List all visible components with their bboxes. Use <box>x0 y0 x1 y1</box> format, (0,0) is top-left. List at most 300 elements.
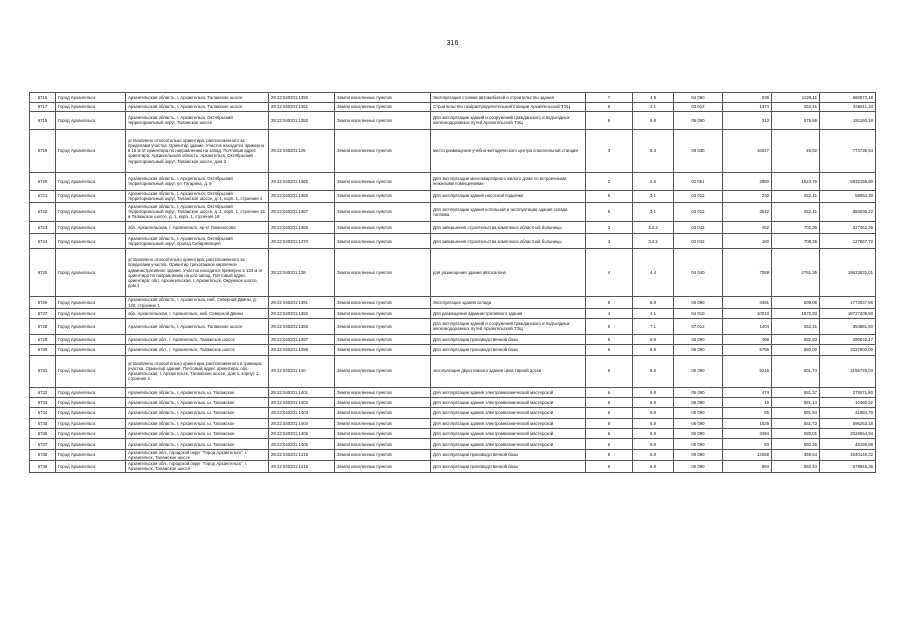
table-row <box>30 249 876 297</box>
cell-area: 180 <box>723 234 772 249</box>
cell-row-number: 6727 <box>30 308 56 318</box>
cell-permitted-use: Для эксплуатации зданий и сооружений гражданского и подъездных железнодорожных путей Архангельской ТЭЦ <box>431 319 586 335</box>
cell-area: 5755 <box>723 345 772 355</box>
cell-cadastral-number: 29:22:040201:126 <box>269 129 335 172</box>
cell-classifier-code: 06 090 <box>674 449 723 460</box>
table-row <box>30 93 876 103</box>
cell-cadastral-number: 29:22:040201:1398 <box>269 345 335 355</box>
cell-use-code: 4.9 <box>633 93 674 103</box>
cell-area: 1404 <box>723 319 772 335</box>
cell-group: 6 <box>586 449 633 460</box>
cell-cadastral-value: 3156728,04 <box>820 355 876 387</box>
cell-area: 474 <box>723 387 772 397</box>
cell-classifier-code: 07 012 <box>674 319 723 335</box>
cell-row-number: 6717 <box>30 102 56 112</box>
cell-area: 3542 <box>723 202 772 222</box>
cell-use-code: 3.4.2 <box>633 222 674 234</box>
cell-cadastral-value: 354881,50 <box>820 319 876 335</box>
table-row <box>30 308 876 318</box>
cell-municipality: Город Архангельск <box>56 355 126 387</box>
cell-municipality: Город Архангельск <box>56 222 126 234</box>
table-row <box>30 334 876 344</box>
cell-permitted-use: Для эксплуатации здания насосной подкачки <box>431 190 586 202</box>
cell-municipality: Город Архангельск <box>56 297 126 308</box>
cell-row-number: 6737 <box>30 439 56 449</box>
cell-cadastral-number: 29:22:040201:1416 <box>269 461 335 472</box>
cell-area: 2880 <box>723 172 772 190</box>
cell-address: Архангельская область, г. Архангельск, Октябрьский территориальный округ, Талажское шоссе <box>126 112 269 130</box>
cell-row-number: 6728 <box>30 319 56 335</box>
cell-permitted-use: Строительство газораспределительной станции Архангельской ТЭЦ <box>431 102 586 112</box>
cell-area: 452 <box>723 222 772 234</box>
cell-address: установлено относительно ориентира, расположенного за пределами участка. Ориентир здание. Участок находится примерно в 18 м от ориентира по направлению на запад. Почтовый адрес ориентира: Архангельская область, Архангельск, Октябрьский территориальный округ, Талажское шоссе, дом 3 <box>126 129 269 172</box>
cell-use-code: 3.1 <box>633 102 674 112</box>
cell-use-code: 6.9 <box>633 334 674 344</box>
table-row <box>30 408 876 418</box>
cell-area: 18 <box>723 397 772 407</box>
cell-municipality: Город Архангельск <box>56 397 126 407</box>
cell-specific-value: 580,36 <box>772 439 820 449</box>
cell-group: 6 <box>586 387 633 397</box>
cell-land-category: Земли населенных пунктов <box>335 429 431 439</box>
cell-row-number: 6724 <box>30 234 56 249</box>
cell-address: Архангельская область, г. Архангельск, Талажское шоссе <box>126 93 269 103</box>
cell-specific-value: 709,35 <box>772 234 820 249</box>
cell-group: 6 <box>586 297 633 308</box>
cell-land-category: Земли населенных пунктов <box>335 102 431 112</box>
cell-specific-value: 1870,93 <box>772 308 820 318</box>
cell-group: 3 <box>586 234 633 249</box>
cell-classifier-code: 06 090 <box>674 345 723 355</box>
cell-group: 6 <box>586 397 633 407</box>
cell-row-number: 6719 <box>30 129 56 172</box>
cell-cadastral-value: 19633832,01 <box>820 249 876 297</box>
cell-cadastral-value: 3337900,00 <box>820 345 876 355</box>
cell-row-number: 6716 <box>30 93 56 103</box>
cell-municipality: Город Архангельск <box>56 112 126 130</box>
table-row <box>30 397 876 407</box>
cell-cadastral-number: 29:22:040201:1350 <box>269 93 335 103</box>
cell-address: Архангельская область, г. Архангельск, ш. Талажское <box>126 387 269 397</box>
table-row <box>30 355 876 387</box>
cell-land-category: Земли населенных пунктов <box>335 345 431 355</box>
cell-land-category: Земли населенных пунктов <box>335 129 431 172</box>
cell-use-code: 6.9 <box>633 345 674 355</box>
cell-classifier-code: 06 060 <box>674 355 723 387</box>
cell-row-number: 6721 <box>30 190 56 202</box>
cell-permitted-use: Для эксплуатации здания электромеханической мастерской <box>431 429 586 439</box>
cell-use-code: 6.9 <box>633 297 674 308</box>
cell-cadastral-value: 127667,70 <box>820 234 876 249</box>
cell-permitted-use: Для эксплуатации здания электромеханической мастерской <box>431 418 586 428</box>
cell-cadastral-value: 5925158,80 <box>820 172 876 190</box>
cell-specific-value: 509,06 <box>772 297 820 308</box>
cell-address: Архангельская область, г. Архангельск, ш. Талажское <box>126 418 269 428</box>
cell-use-code: 7.1 <box>633 319 674 335</box>
cell-cadastral-number: 29:22:040201:138 <box>269 249 335 297</box>
cell-land-category: Земли населенных пунктов <box>335 449 431 460</box>
cell-row-number: 6725 <box>30 249 56 297</box>
cell-use-code: 4.1 <box>633 308 674 318</box>
cell-row-number: 6726 <box>30 297 56 308</box>
cell-municipality: Город Архангельск <box>56 345 126 355</box>
cell-address: Архангельская обл., городской округ "Город Архангельск", г. Архангельск, Талажское шоссе <box>126 461 269 472</box>
table-row <box>30 222 876 234</box>
cell-row-number: 6722 <box>30 202 56 222</box>
cell-address: установлено относительно ориентира, расположенного в границах участка. Ориентир здание. Почтовый адрес ориентира: обл. Архангельская, г. Архангельск, Талажское шоссе, дом 1, корпус 1, строение 1 <box>126 355 269 387</box>
cell-municipality: Город Архангельск <box>56 387 126 397</box>
cell-cadastral-value: 2026554,94 <box>820 429 876 439</box>
cell-cadastral-number: 29:22:040201:1403 <box>269 408 335 418</box>
cell-row-number: 6739 <box>30 461 56 472</box>
cell-address: Архангельская область, г. Архангельск, наб. Северной Двины, д. 140, строение 1 <box>126 297 269 308</box>
cell-row-number: 6733 <box>30 397 56 407</box>
cell-group: 4 <box>586 249 633 297</box>
table-row <box>30 387 876 397</box>
cell-row-number: 6729 <box>30 334 56 344</box>
table-row <box>30 234 876 249</box>
table-row <box>30 129 876 172</box>
cell-group: 3 <box>586 222 633 234</box>
cell-cadastral-number: 29:22:040201:1415 <box>269 449 335 460</box>
cell-group: 6 <box>586 190 633 202</box>
cell-permitted-use: эксплуатация двухэтажного здания цеха тарной доски <box>431 355 586 387</box>
cell-use-code: 6.9 <box>633 449 674 460</box>
cell-specific-value: 702,36 <box>772 222 820 234</box>
cell-land-category: Земли населенных пунктов <box>335 249 431 297</box>
cell-area: 3494 <box>723 429 772 439</box>
table-row <box>30 112 876 130</box>
cell-specific-value: 252,41 <box>772 190 820 202</box>
cell-group: 4 <box>586 308 633 318</box>
cell-permitted-use: место размещения учебно-методического центра спасательной станции <box>431 129 586 172</box>
cell-classifier-code: 03 012 <box>674 102 723 112</box>
cell-municipality: Город Архангельск <box>56 319 126 335</box>
cell-specific-value: 581,72 <box>772 418 820 428</box>
table-row <box>30 345 876 355</box>
cell-cadastral-number: 29:22:040201:1381 <box>269 297 335 308</box>
cell-address: Архангельская область, г. Архангельск, Октябрьский территориальный округ, Талажское шоссе, д. 1, корп. 1, строение 15 и Талажское шоссе, д. 1, корп. 1, строение 18 <box>126 202 269 222</box>
cell-land-category: Земли населенных пунктов <box>335 418 431 428</box>
cell-municipality: Город Архангельск <box>56 102 126 112</box>
cell-permitted-use: Для размещения административного здания <box>431 308 586 318</box>
cell-municipality: Город Архангельск <box>56 93 126 103</box>
cell-group: 6 <box>586 102 633 112</box>
cell-specific-value: 581,14 <box>772 397 820 407</box>
cell-group: 6 <box>586 429 633 439</box>
cell-area: 994 <box>723 461 772 472</box>
cell-area: 539 <box>723 93 772 103</box>
cell-land-category: Земли населенных пунктов <box>335 297 431 308</box>
cell-cadastral-number: 29:22:040201:1405 <box>269 429 335 439</box>
cell-land-category: Земли населенных пунктов <box>335 93 431 103</box>
table-row <box>30 449 876 460</box>
cell-group: 6 <box>586 439 633 449</box>
cell-municipality: Город Архангельск <box>56 249 126 297</box>
cell-classifier-code: 06 090 <box>674 461 723 472</box>
cell-cadastral-number: 29:22:040201:1365 <box>269 172 335 190</box>
cell-use-code: 3.1 <box>633 190 674 202</box>
cell-cadastral-number: 29:22:040201:1382 <box>269 308 335 318</box>
cell-address: Архангельская область, г. Архангельск, Талажское шоссе <box>126 319 269 335</box>
cell-cadastral-number: 29:22:040201:1370 <box>269 234 335 249</box>
cell-specific-value: 581,37 <box>772 387 820 397</box>
cell-specific-value: 359,64 <box>772 449 820 460</box>
cell-specific-value: 1226,11 <box>772 93 820 103</box>
cell-area: 55 <box>723 408 772 418</box>
page-number: 316 <box>446 40 459 47</box>
cell-specific-value: 252,41 <box>772 319 820 335</box>
cell-land-category: Земли населенных пунктов <box>335 355 431 387</box>
cell-address: Архангельская область, г. Архангельск, ш. Талажское <box>126 429 269 439</box>
cell-specific-value: 46,82 <box>772 129 820 172</box>
cell-address: Архангельская область, г. Архангельск, Октябрьский территориальный округ, Талажское шоссе, д. 1, корп. 1, строение 4 <box>126 190 269 202</box>
cell-classifier-code: 06 090 <box>674 429 723 439</box>
cell-specific-value: 580,01 <box>772 429 820 439</box>
cell-classifier-code: 06 090 <box>674 387 723 397</box>
cell-specific-value: 582,83 <box>772 334 820 344</box>
cell-address: установлено относительно ориентира, расположенного за пределами участка. Ориентир трехэтажное кирпичное административное здание. Участок находится примерно в 134 м от ориентира по направлению на юго-запад. Почтовый адрес ориентира: обл. Архангельская, г. Архангельск, Окружное шоссе, дом 1 <box>126 249 269 297</box>
cell-municipality: Город Архангельск <box>56 202 126 222</box>
cell-municipality: Город Архангельск <box>56 461 126 472</box>
cell-use-code: 6.9 <box>633 112 674 130</box>
cell-land-category: Земли населенных пунктов <box>335 172 431 190</box>
table-row <box>30 202 876 222</box>
cell-row-number: 6734 <box>30 408 56 418</box>
cell-specific-value: 601,74 <box>772 355 820 387</box>
cell-row-number: 6730 <box>30 345 56 355</box>
cell-municipality: Город Архангельск <box>56 408 126 418</box>
cell-cadastral-value: 1772037,86 <box>820 297 876 308</box>
cell-permitted-use: для размещения здания автосалона <box>431 249 586 297</box>
table-row <box>30 439 876 449</box>
cell-group: 6 <box>586 355 633 387</box>
cell-permitted-use: Для эксплуатации производственной базы <box>431 449 586 460</box>
cell-area: 16547 <box>723 129 772 172</box>
cell-area: 12068 <box>723 449 772 460</box>
cell-row-number: 6738 <box>30 449 56 460</box>
cell-address: Архангельская обл., г. Архангельск, Талажское шоссе <box>126 334 269 344</box>
cell-classifier-code: 06 090 <box>674 297 723 308</box>
cell-area: 1374 <box>723 102 772 112</box>
cell-cadastral-number: 29:22:040201:1351 <box>269 102 335 112</box>
cell-row-number: 6732 <box>30 387 56 397</box>
cell-classifier-code: 06 090 <box>674 408 723 418</box>
cell-permitted-use: Для эксплуатации здания электромеханической мастерской <box>431 408 586 418</box>
cell-permitted-use: Для эксплуатации здания электромеханической мастерской <box>431 397 586 407</box>
cell-group: 3 <box>586 129 633 172</box>
cell-specific-value: 2781,35 <box>772 249 820 297</box>
cell-cadastral-number: 29:22:040201:1402 <box>269 397 335 407</box>
cell-cadastral-value: 774736,54 <box>820 129 876 172</box>
cell-permitted-use: Для эксплуатации здания котельной и эксплуатации здания склада топлива <box>431 202 586 222</box>
cell-municipality: Город Архангельск <box>56 418 126 428</box>
cell-area: 5246 <box>723 355 772 387</box>
cell-permitted-use: Для эксплуатации зданий и сооружений гражданского и подъездных железнодорожных путей Архангельской ТЭЦ <box>431 112 586 130</box>
cadastral-value-table <box>29 92 876 473</box>
cell-address: Архангельская обл., городской округ "Город Архангельск", г. Архангельск, Талажское шоссе <box>126 449 269 460</box>
cell-use-code: 6.9 <box>633 429 674 439</box>
cell-group: 6 <box>586 408 633 418</box>
cell-use-code: 6.9 <box>633 418 674 428</box>
cell-cadastral-value: 31984,70 <box>820 408 876 418</box>
cell-cadastral-number: 29:22:040201:1367 <box>269 202 335 222</box>
cell-use-code: 6.9 <box>633 461 674 472</box>
cell-specific-value: 252,41 <box>772 202 820 222</box>
table-row <box>30 418 876 428</box>
cell-use-code: 8.3 <box>633 129 674 172</box>
cell-permitted-use: Для завершения строительства комплекса областной больницы <box>431 234 586 249</box>
cell-cadastral-value: 4340146,32 <box>820 449 876 460</box>
cell-classifier-code: 03 042 <box>674 234 723 249</box>
cell-specific-value: 578,66 <box>772 112 820 130</box>
cell-municipality: Город Архангельск <box>56 190 126 202</box>
cell-land-category: Земли населенных пунктов <box>335 234 431 249</box>
cell-land-category: Земли населенных пунктов <box>335 319 431 335</box>
cell-municipality: Город Архангельск <box>56 439 126 449</box>
cell-address: обл. Архангельская, г. Архангельск, наб. Северной Двины <box>126 308 269 318</box>
cell-use-code: 6.5 <box>633 355 674 387</box>
cell-group: 6 <box>586 461 633 472</box>
cell-municipality: Город Архангельск <box>56 429 126 439</box>
cell-permitted-use: Для эксплуатации здания электромеханической мастерской <box>431 439 586 449</box>
cell-use-code: 6.9 <box>633 387 674 397</box>
table-row <box>30 190 876 202</box>
cell-use-code: 3.4.2 <box>633 234 674 249</box>
cell-cadastral-number: 29:22:040201:140 <box>269 355 335 387</box>
cell-land-category: Земли населенных пунктов <box>335 222 431 234</box>
cell-permitted-use: Для эксплуатации производственной базы <box>431 461 586 472</box>
cell-row-number: 6720 <box>30 172 56 190</box>
table-row <box>30 461 876 472</box>
cell-municipality: Город Архангельск <box>56 172 126 190</box>
cell-specific-value: 581,54 <box>772 408 820 418</box>
cell-cadastral-value: 48169,88 <box>820 439 876 449</box>
cell-area: 7059 <box>723 249 772 297</box>
cell-group: 6 <box>586 418 633 428</box>
cell-classifier-code: 06 090 <box>674 439 723 449</box>
cell-classifier-code: 03 012 <box>674 190 723 202</box>
cell-municipality: Город Архангельск <box>56 308 126 318</box>
cell-row-number: 6723 <box>30 222 56 234</box>
cell-address: обл. Архангельская, г. Архангельск, пр-кт Ломоносова <box>126 222 269 234</box>
cell-use-code: 6.9 <box>633 408 674 418</box>
cell-classifier-code: 03 012 <box>674 202 723 222</box>
cell-cadastral-number: 29:22:040201:1368 <box>269 222 335 234</box>
cell-permitted-use: Для эксплуатации здания электромеханической мастерской <box>431 387 586 397</box>
cell-cadastral-value: 10460,52 <box>820 397 876 407</box>
cell-cadastral-value: 58054,30 <box>820 190 876 202</box>
cell-address: Архангельская область, г. Архангельск, ш. Талажское <box>126 408 269 418</box>
cell-permitted-use: Для эксплуатации производственной базы <box>431 345 586 355</box>
cell-classifier-code: 02 051 <box>674 172 723 190</box>
cell-cadastral-value: 317462,26 <box>820 222 876 234</box>
cell-cadastral-number: 29:22:040201:1397 <box>269 334 335 344</box>
cell-classifier-code: 06 090 <box>674 112 723 130</box>
cell-row-number: 6731 <box>30 355 56 387</box>
cell-municipality: Город Архангельск <box>56 234 126 249</box>
cell-area: 1025 <box>723 418 772 428</box>
cell-municipality: Город Архангельск <box>56 449 126 460</box>
cell-area: 83 <box>723 439 772 449</box>
cell-address: Архангельская область, г. Архангельск, ш. Талажское <box>126 439 269 449</box>
cell-area: 10010 <box>723 308 772 318</box>
cell-specific-value: 582,44 <box>772 461 820 472</box>
cell-area: 313 <box>723 112 772 130</box>
cell-land-category: Земли населенных пунктов <box>335 190 431 202</box>
cell-address: Архангельская область, г. Архангельск, Октябрьский территориальный округ, проезд Сибиряковцев <box>126 234 269 249</box>
cell-land-category: Земли населенных пунктов <box>335 112 431 130</box>
cell-permitted-use: Эксплуатация стоянки автомобилей и строительство здания <box>431 93 586 103</box>
cell-specific-value: 580,00 <box>772 345 820 355</box>
cell-group: 6 <box>586 319 633 335</box>
cell-area: 499 <box>723 334 772 344</box>
cell-land-category: Земли населенных пунктов <box>335 408 431 418</box>
cell-cadastral-value: 290832,17 <box>820 334 876 344</box>
cell-classifier-code: 08 030 <box>674 129 723 172</box>
cell-classifier-code: 04 010 <box>674 308 723 318</box>
cell-classifier-code: 06 090 <box>674 418 723 428</box>
cell-municipality: Город Архангельск <box>56 129 126 172</box>
cell-cadastral-value: 660873,18 <box>820 93 876 103</box>
cell-group: 6 <box>586 334 633 344</box>
table-body <box>30 93 876 473</box>
cell-use-code: 6.9 <box>633 397 674 407</box>
cell-classifier-code: 03 042 <box>674 222 723 234</box>
cell-classifier-code: 04 060 <box>674 93 723 103</box>
cell-cadastral-value: 181160,18 <box>820 112 876 130</box>
cell-specific-value: 1523,76 <box>772 172 820 190</box>
cell-address: Архангельская область, г. Архангельск, ш. Талажское <box>126 397 269 407</box>
cell-cadastral-number: 29:22:040201:1406 <box>269 439 335 449</box>
cell-land-category: Земли населенных пунктов <box>335 334 431 344</box>
cell-address: Архангельская область, г. Архангельск, Талажское шоссе <box>126 102 269 112</box>
cell-municipality: Город Архангельск <box>56 334 126 344</box>
cell-classifier-code: 04 040 <box>674 249 723 297</box>
cell-permitted-use: Для эксплуатации производственной базы <box>431 334 586 344</box>
table-row <box>30 319 876 335</box>
cell-use-code: 3.1 <box>633 202 674 222</box>
cell-classifier-code: 06 090 <box>674 334 723 344</box>
cell-cadastral-number: 29:22:040201:1401 <box>269 387 335 397</box>
cell-group: 6 <box>586 112 633 130</box>
cell-cadastral-value: 596263,18 <box>820 418 876 428</box>
cell-group: 6 <box>586 202 633 222</box>
cell-land-category: Земли населенных пунктов <box>335 308 431 318</box>
cell-land-category: Земли населенных пунктов <box>335 202 431 222</box>
cell-address: Архангельская область, г. Архангельск, Октябрьский территориальный округ, ул. Гагарина, д. 9 <box>126 172 269 190</box>
cell-group: 7 <box>586 93 633 103</box>
cell-land-category: Земли населенных пунктов <box>335 397 431 407</box>
cell-cadastral-number: 29:22:040201:1352 <box>269 112 335 130</box>
cell-land-category: Земли населенных пунктов <box>335 461 431 472</box>
cell-row-number: 6718 <box>30 112 56 130</box>
cell-use-code: 2.5 <box>633 172 674 190</box>
cell-row-number: 6735 <box>30 418 56 428</box>
cell-land-category: Земли населенных пунктов <box>335 387 431 397</box>
table-row <box>30 297 876 308</box>
table-row <box>30 172 876 190</box>
table-row <box>30 429 876 439</box>
cell-use-code: 6.9 <box>633 439 674 449</box>
cell-permitted-use: Для завершения строительства комплекса областной больницы <box>431 222 586 234</box>
cell-cadastral-number: 29:22:040201:1404 <box>269 418 335 428</box>
cell-cadastral-value: 18727209,50 <box>820 308 876 318</box>
cell-use-code: 4.4 <box>633 249 674 297</box>
cell-classifier-code: 06 090 <box>674 397 723 407</box>
cell-permitted-use: Эксплуатация здания склада <box>431 297 586 308</box>
cell-specific-value: 252,41 <box>772 102 820 112</box>
